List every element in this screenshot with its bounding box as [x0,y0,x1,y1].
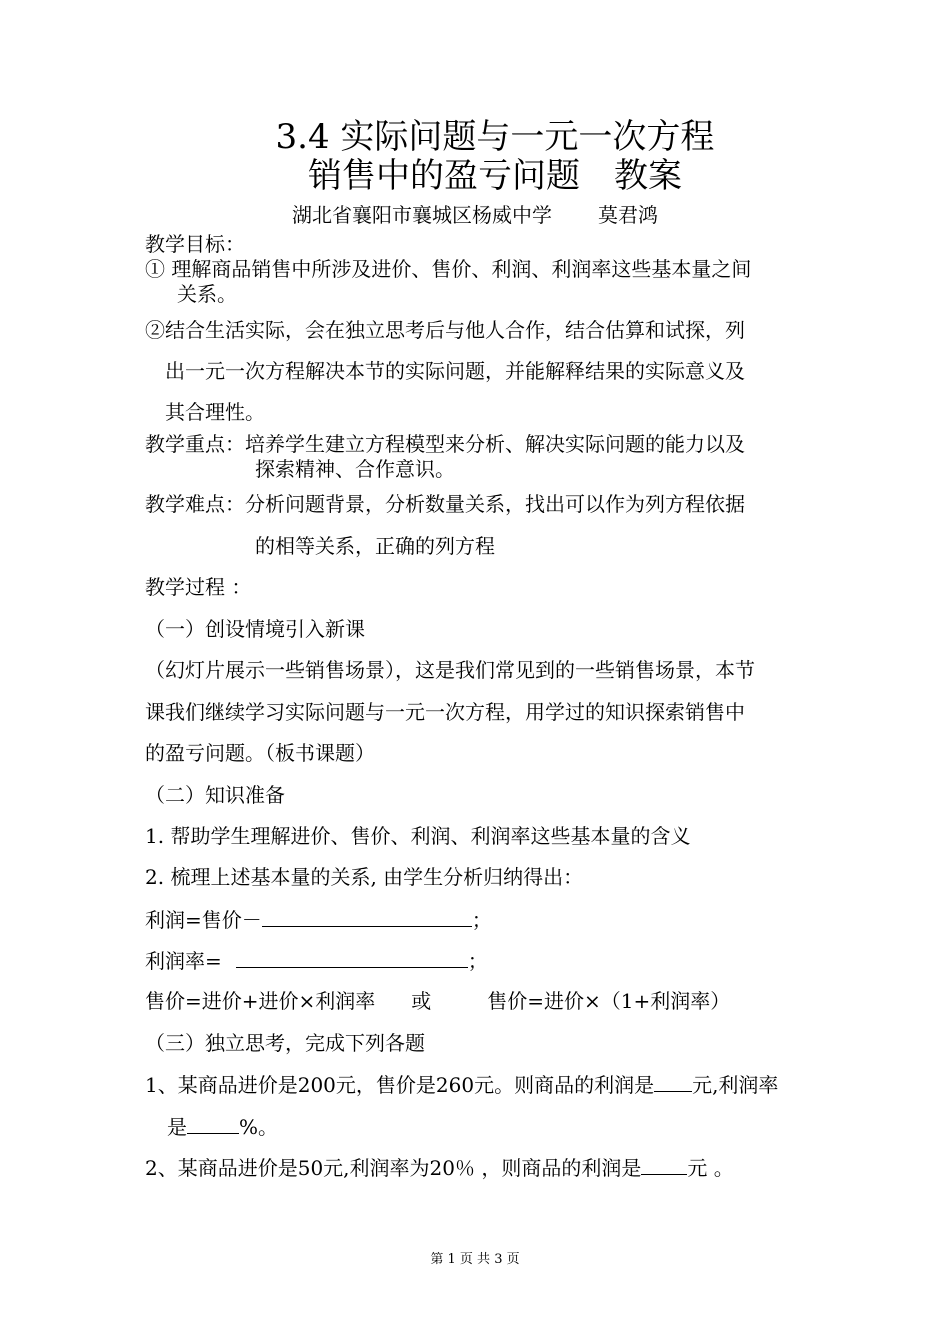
objective-2-line-3: 其合理性。 [165,400,265,424]
section-1-line-1: （幻灯片展示一些销售场景），这是我们常见到的一些销售场景，本节 [145,658,755,682]
question-1-line-2 [167,1113,278,1140]
question-1-profit-blank [654,1071,692,1092]
section-1-line-2: 课我们继续学习实际问题与一元一次方程，用学过的知识探索销售中 [145,700,745,724]
question-1-line-1 [145,1071,778,1098]
question-1-suffix: 元,利润率 [692,1073,779,1097]
author-line [0,202,950,228]
formula-price-or: 或 [411,989,432,1013]
title-line-2: 销售中的盈亏问题 教案 [308,156,682,196]
question-2 [145,1154,734,1181]
difficulties-line-2: 的相等关系，正确的列方程 [255,534,495,558]
difficulties-line-1 [145,491,745,517]
question-1-prefix: 1、某商品进价是200元，售价是260元。则商品的利润是 [145,1073,655,1097]
formula-selling-price [145,988,730,1014]
key-points-text: 培养学生建立方程模型来分析、解决实际问题的能力以及 [245,432,745,456]
question-2-suffix: 元 。 [687,1156,734,1180]
question-2-blank [641,1154,687,1175]
difficulties-label: 教学难点： [145,492,245,516]
objective-2-line-2: 出一元一次方程解决本节的实际问题，并能解释结果的实际意义及 [165,359,745,383]
key-points-line-1 [145,431,745,457]
objectives-heading: 教学目标： [145,232,245,256]
formula-rate-prefix: 利润率= [145,949,222,973]
key-points-label: 教学重点： [145,432,245,456]
author-name: 莫君鸿 [598,203,658,227]
formula-rate-suffix: ； [467,949,488,973]
formula-price-b: 售价=进价×（1+利润率） [487,989,731,1013]
question-1-line-2-suffix: %。 [239,1115,279,1139]
section-1-line-3: 的盈亏问题。（板书课题） [145,741,375,765]
question-2-prefix: 2、某商品进价是50元,利润率为20％ ，则商品的利润是 [145,1156,642,1180]
objective-1-line-2: 关系。 [177,282,237,306]
formula-profit-suffix: ； [471,908,492,932]
objective-1-line-1: ① 理解商品销售中所涉及进价、售价、利润、利润率这些基本量之间 [145,257,752,281]
key-points-line-2: 探索精神、合作意识。 [255,457,455,481]
section-2-item-1: 1. 帮助学生理解进价、售价、利润、利润率这些基本量的含义 [145,824,691,848]
author-school: 湖北省襄阳市襄城区杨威中学 [292,203,552,227]
section-2-item-2: 2. 梳理上述基本量的关系, 由学生分析归纳得出： [145,865,584,889]
formula-profit-prefix: 利润=售价－ [145,908,262,932]
process-heading: 教学过程 ： [145,575,252,599]
section-1-heading: （一）创设情境引入新课 [145,617,365,641]
page-footer: 第 1 页 共 3 页 [430,1252,520,1267]
formula-rate-blank [236,947,468,968]
section-3-heading: （三）独立思考，完成下列各题 [145,1031,425,1055]
question-1-line-2-prefix: 是 [167,1115,187,1139]
objective-2-line-1: ②结合生活实际，会在独立思考后与他人合作，结合估算和试探，列 [145,318,745,342]
section-2-heading: （二）知识准备 [145,783,285,807]
difficulties-text: 分析问题背景，分析数量关系，找出可以作为列方程依据 [245,492,745,516]
formula-profit-blank [262,906,472,927]
question-1-rate-blank [187,1113,239,1134]
formula-profit-rate [145,947,488,974]
formula-profit [145,906,492,933]
formula-price-a: 售价=进价+进价×利润率 [145,989,376,1013]
title-line-1: 3.4 实际问题与一元一次方程 [275,117,715,157]
